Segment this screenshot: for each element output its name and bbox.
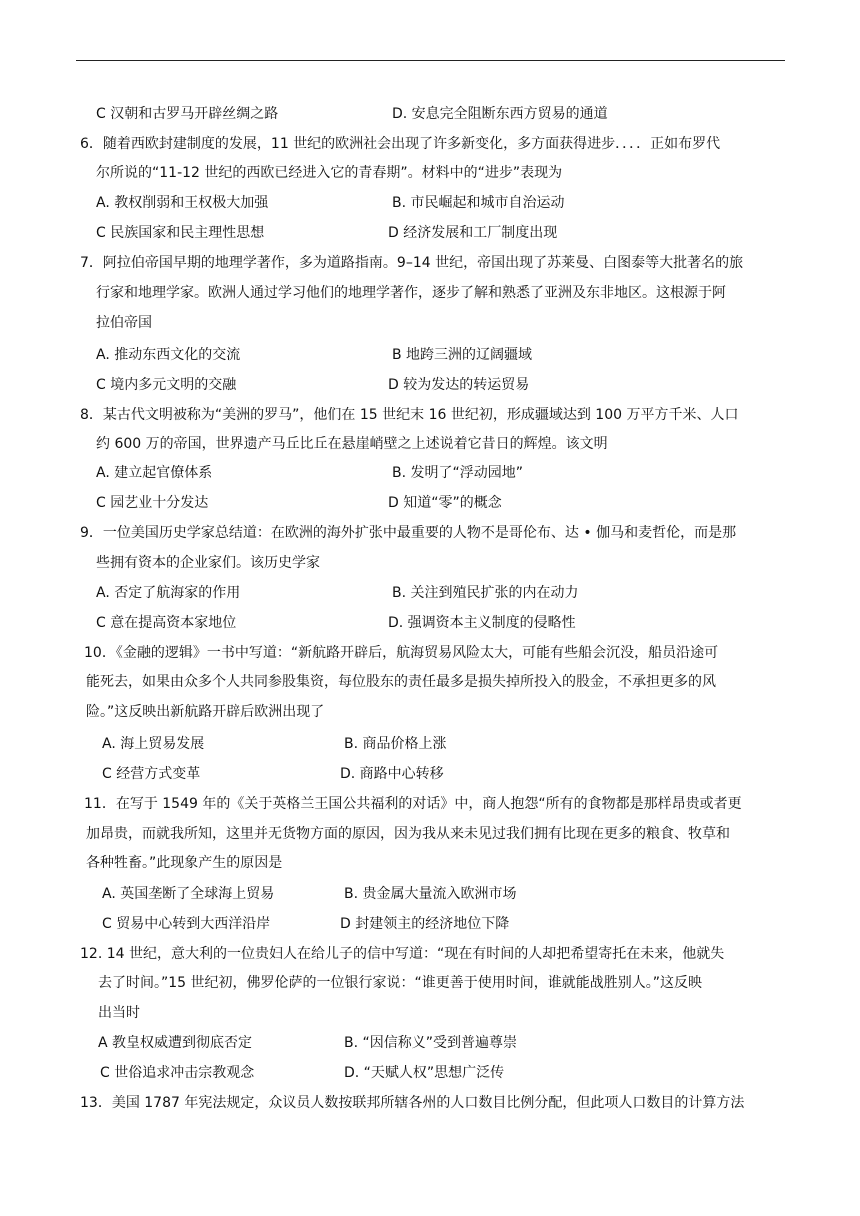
q7-option-c: C 境内多元文明的交融 <box>96 377 237 393</box>
q12-stem-line1: 12. 14 世纪，意大利的一位贵妇人在给儿子的信中写道：“现在有时间的人却把希望寄托在未来，他就失 <box>80 946 725 962</box>
q12-option-c: C 世俗追求冲击宗教观念 <box>100 1065 255 1081</box>
q11-option-b: B. 贵金属大量流入欧洲市场 <box>344 886 517 902</box>
q12-stem-line2: 去了时间。”15 世纪初，佛罗伦萨的一位银行家说：“谁更善于使用时间，谁就能战胜别人。”这反映 <box>98 975 703 991</box>
q7-option-d: D 较为发达的转运贸易 <box>388 377 530 393</box>
q10-option-d: D. 商路中心转移 <box>340 766 444 782</box>
q10-option-c: C 经营方式变革 <box>102 766 201 782</box>
q9-stem-line2: 些拥有资本的企业家们。该历史学家 <box>96 555 320 571</box>
q6-stem-line1: 6．随着西欧封建制度的发展，11 世纪的欧洲社会出现了许多新变化，多方面获得进步．．．．正如布罗代 <box>80 136 721 152</box>
q6-option-d: D 经济发展和工厂制度出现 <box>388 225 558 241</box>
q8-option-a: A. 建立起官僚体系 <box>96 465 213 481</box>
q8-option-c: C 园艺业十分发达 <box>96 495 209 511</box>
q5-option-c: C 汉朝和古罗马开辟丝绸之路 <box>96 106 279 122</box>
q6-stem-line2: 尔所说的“11-12 世纪的西欧已经进入它的青春期”。材料中的“进步”表现为 <box>96 165 563 181</box>
q11-option-a: A. 英国垄断了全球海上贸易 <box>102 886 275 902</box>
q10-option-b: B. 商品价格上涨 <box>344 736 447 752</box>
q12-option-b: B. “因信称义”受到普遍尊崇 <box>344 1035 518 1051</box>
q9-stem-line1: 9．一位美国历史学家总结道：在欧洲的海外扩张中最重要的人物不是哥伦布、达 • 伽马和麦哲伦，而是那 <box>80 525 737 541</box>
q8-option-b: B. 发明了“浮动园地” <box>392 465 524 481</box>
q9-option-c: C 意在提高资本家地位 <box>96 615 237 631</box>
q6-option-c: C 民族国家和民主理性思想 <box>96 225 265 241</box>
q12-option-a: A 教皇权威遭到彻底否定 <box>98 1035 253 1051</box>
q11-stem-line1: 11．在写于 1549 年的《关于英格兰王国公共福利的对话》中，商人抱怨“所有的食物都是那样昂贵或者更 <box>84 796 742 812</box>
q6-option-a: A. 教权削弱和王权极大加强 <box>96 195 269 211</box>
q11-stem-line2: 加昂贵，而就我所知，这里并无货物方面的原因，因为我从来未见过我们拥有比现在更多的粮食、牧草和 <box>86 826 730 842</box>
q8-stem-line1: 8．某古代文明被称为“美洲的罗马”，他们在 15 世纪末 16 世纪初，形成疆域达到 100 万平方千米、人口 <box>80 407 739 423</box>
q11-option-d: D 封建领主的经济地位下降 <box>340 916 510 932</box>
q10-stem-line1: 10．《金融的逻辑》一书中写道：“新航路开辟后，航海贸易风险太大，可能有些船会沉没，船员沿途可 <box>84 645 719 661</box>
q7-stem-line2: 行家和地理学家。欧洲人通过学习他们的地理学著作，逐步了解和熟悉了亚洲及东非地区。这根源于阿 <box>96 285 726 301</box>
q12-stem-line3: 出当时 <box>98 1005 140 1021</box>
q12-option-d: D. “天赋人权”思想广泛传 <box>344 1065 505 1081</box>
q8-option-d: D 知道“零”的概念 <box>388 495 502 511</box>
q9-option-a: A. 否定了航海家的作用 <box>96 585 241 601</box>
q7-option-b: B 地跨三洲的辽阔疆域 <box>392 347 533 363</box>
q7-stem-line3: 拉伯帝国 <box>96 315 152 331</box>
q10-stem-line2: 能死去，如果由众多个人共同参股集资，每位股东的责任最多是损失掉所投入的股金，不承担更多的风 <box>86 674 716 690</box>
q13-stem-line1: 13．美国 1787 年宪法规定，众议员人数按联邦所辖各州的人口数目比例分配，但此项人口数目的计算方法 <box>80 1095 745 1111</box>
q10-stem-line3: 险。”这反映出新航路开辟后欧洲出现了 <box>86 704 325 720</box>
q5-option-d: D. 安息完全阻断东西方贸易的通道 <box>392 106 608 122</box>
q9-option-b: B. 关注到殖民扩张的内在动力 <box>392 585 579 601</box>
q7-stem-line1: 7．阿拉伯帝国早期的地理学著作，多为道路指南。9–14 世纪，帝国出现了苏莱曼、白图泰等大批著名的旅 <box>80 255 744 271</box>
q7-option-a: A. 推动东西文化的交流 <box>96 347 241 363</box>
q11-option-c: C 贸易中心转到大西洋沿岸 <box>102 916 271 932</box>
q9-option-d: D. 强调资本主义制度的侵略性 <box>388 615 576 631</box>
q11-stem-line3: 各种牲畜。”此现象产生的原因是 <box>86 855 283 871</box>
q8-stem-line2: 约 600 万的帝国，世界遗产马丘比丘在悬崖峭壁之上述说着它昔日的辉煌。该文明 <box>96 436 608 452</box>
q6-option-b: B. 市民崛起和城市自治运动 <box>392 195 565 211</box>
q10-option-a: A. 海上贸易发展 <box>102 736 205 752</box>
